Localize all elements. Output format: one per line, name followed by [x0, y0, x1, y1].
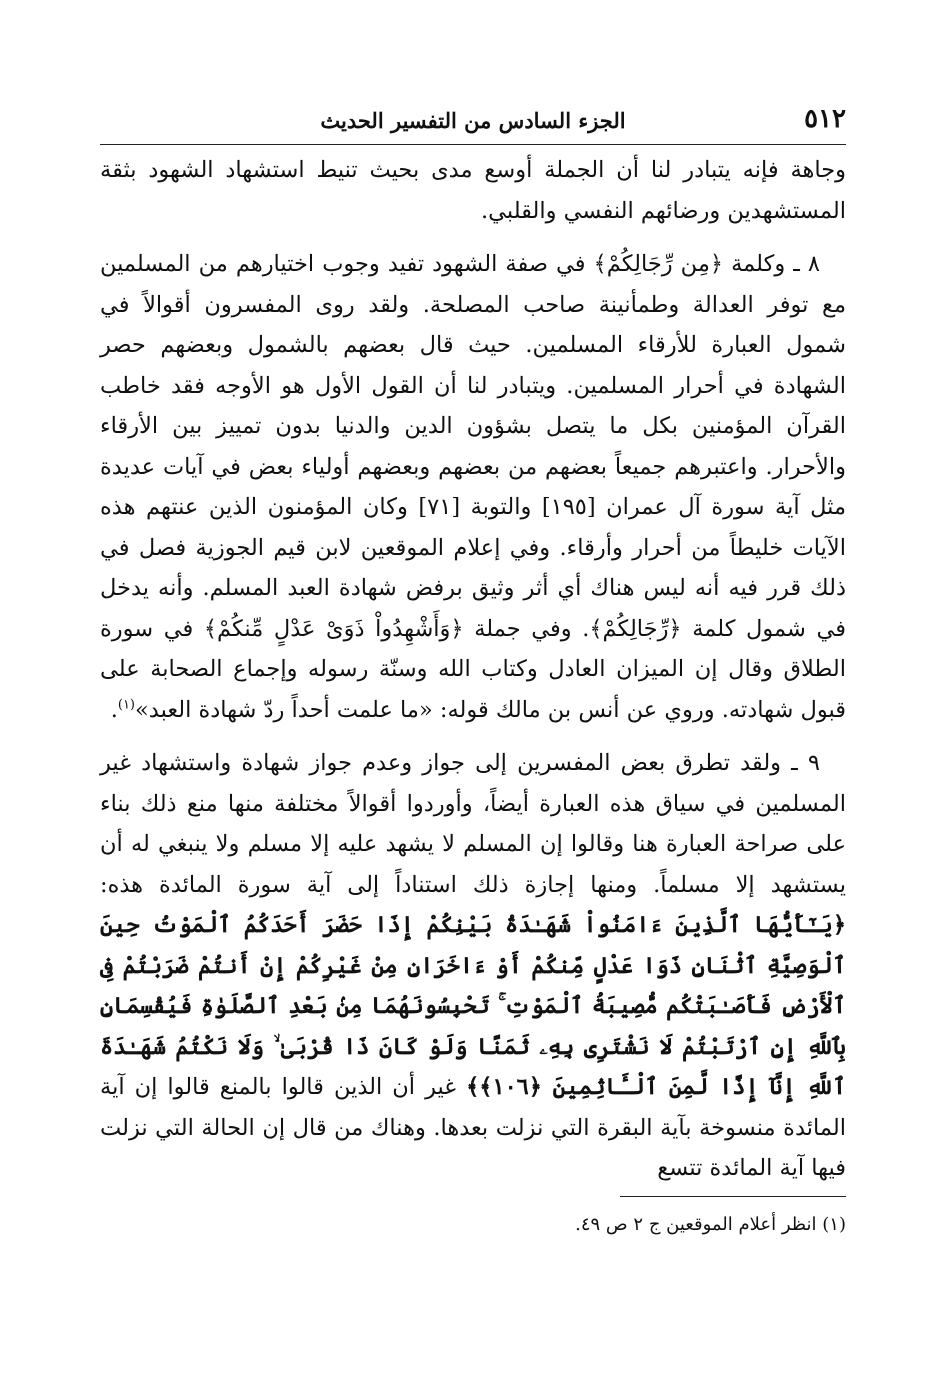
paragraph-text: وجاهة فإنه يتبادر لنا أن الجملة أوسع مدى بحيث تنيط استشهاد الشهود بثقة المستشهدين ورضائهم النفسي والقلبي. [100, 157, 846, 224]
page-number: ٥١٢ [804, 104, 846, 134]
paragraph-item-8 [100, 244, 846, 730]
page-header [100, 104, 846, 144]
footnote-divider [620, 1196, 846, 1197]
paragraph-text-continued: غير أن الذين قالوا بالمنع قالوا إن آية المائدة منسوخة بآية البقرة التي نزلت بعدها. وهناك من قال إن الحالة التي نزلت فيها آية المائدة تتسع [100, 1074, 846, 1181]
running-title: الجزء السادس من التفسير الحديث [320, 108, 626, 133]
header-divider [100, 144, 846, 145]
body-text [100, 150, 846, 1202]
sentence-end: . [110, 696, 118, 723]
paragraph-item-9 [100, 743, 846, 1189]
footnote: (١) انظر أعلام الموقعين ج ٢ ص ٤٩. [575, 1214, 846, 1235]
paragraph-text: ٩ ـ ولقد تطرق بعض المفسرين إلى جواز وعدم جواز شهادة واستشهاد غير المسلمين في سياق هذه العبارة أيضاً، وأوردوا أقوالاً مختلفة منها منع ذلك بناء على صراحة العبارة هنا وقالوا إن المسلم لا يشهد عليه إلا مسلم ولا ينبغي له أن يستشهد إلا مسلماً. ومنها إجازة ذلك استناداً إلى آية سورة المائدة هذه: [100, 750, 846, 898]
footnote-marker: (١) [117, 697, 135, 712]
paragraph-text: ٨ ـ وكلمة ﴿مِن رِّجَالِكُمْ﴾ في صفة الشهود تفيد وجوب اختيارهم من المسلمين مع توفر العدالة وطمأنينة صاحب المصلحة. ولقد روى المفسرون أقوالاً في شمول العبارة للأرقاء المسلمين. حيث قال بعضهم بالشمول وبعضهم حصر الشهادة في أحرار المسلمين. ويتبادر لنا أن القول الأول هو الأوجه فقد خاطب القرآن المؤمنين بكل ما يتصل بشؤون الدين والدنيا بدون تمييز بين الأرقاء والأحرار. واعتبرهم جميعاً بعضهم من بعضهم وبعضهم أولياء بعض في آيات عديدة مثل آية سورة آل عمران [١٩٥] والتوبة [٧١] وكان المؤمنون الذين عنتهم هذه الآيات خليطاً من أحرار وأرقاء. وفي إعلام الموقعين لابن قيم الجوزية فصل في ذلك قرر فيه أنه ليس هناك أي أثر وثيق برفض شهادة العبد المسلم. وأنه يدخل في شمول كلمة ﴿رِّجَالِكُمْ﴾. وفي جملة ﴿وَأَشْهِدُواْ ذَوَىْ عَدْلٍ مِّنكُمْ﴾ في سورة الطلاق وقال إن الميزان العادل وكتاب الله وسنّة رسوله وإجماع الصحابة على قبول شهادته. وروي عن أنس بن مالك قوله: «ما علمت أحداً ردّ شهادة العبد» [100, 251, 847, 723]
quran-verse: ﴿يَـٰٓأَيُّهَا ٱلَّذِينَ ءَامَنُواْ شَهَـٰدَةُ بَيْنِكُمْ إِذَا حَضَرَ أَحَدَكُمُ ٱلْمَوْتُ حِينَ ٱلْوَصِيَّةِ ٱثْنَانِ ذَوَا عَدْلٍ مِّنكُمْ أَوْ ءَاخَرَانِ مِنْ غَيْرِكُمْ إِنْ أَنتُمْ ضَرَبْتُمْ فِى ٱلْأَرْضِ فَأَصَـٰبَتْكُم مُّصِيبَةُ ٱلْمَوْتِ ۚ تَحْبِسُونَهُمَا مِنۢ بَعْدِ ٱلصَّلَوٰةِ فَيُقْسِمَانِ بِٱللَّهِ إِنِ ٱرْتَبْتُمْ لَا نَشْتَرِى بِهِۦ ثَمَنًا وَلَوْ كَانَ ذَا قُرْبَىٰ ۙ وَلَا نَكْتُمُ شَهَـٰدَةَ ٱللَّهِ إِنَّآ إِذًا لَّمِنَ ٱلْـَٔاثِمِينَ ﴿١٠٦﴾﴾ [100, 912, 847, 1100]
paragraph-continuation [100, 150, 846, 231]
